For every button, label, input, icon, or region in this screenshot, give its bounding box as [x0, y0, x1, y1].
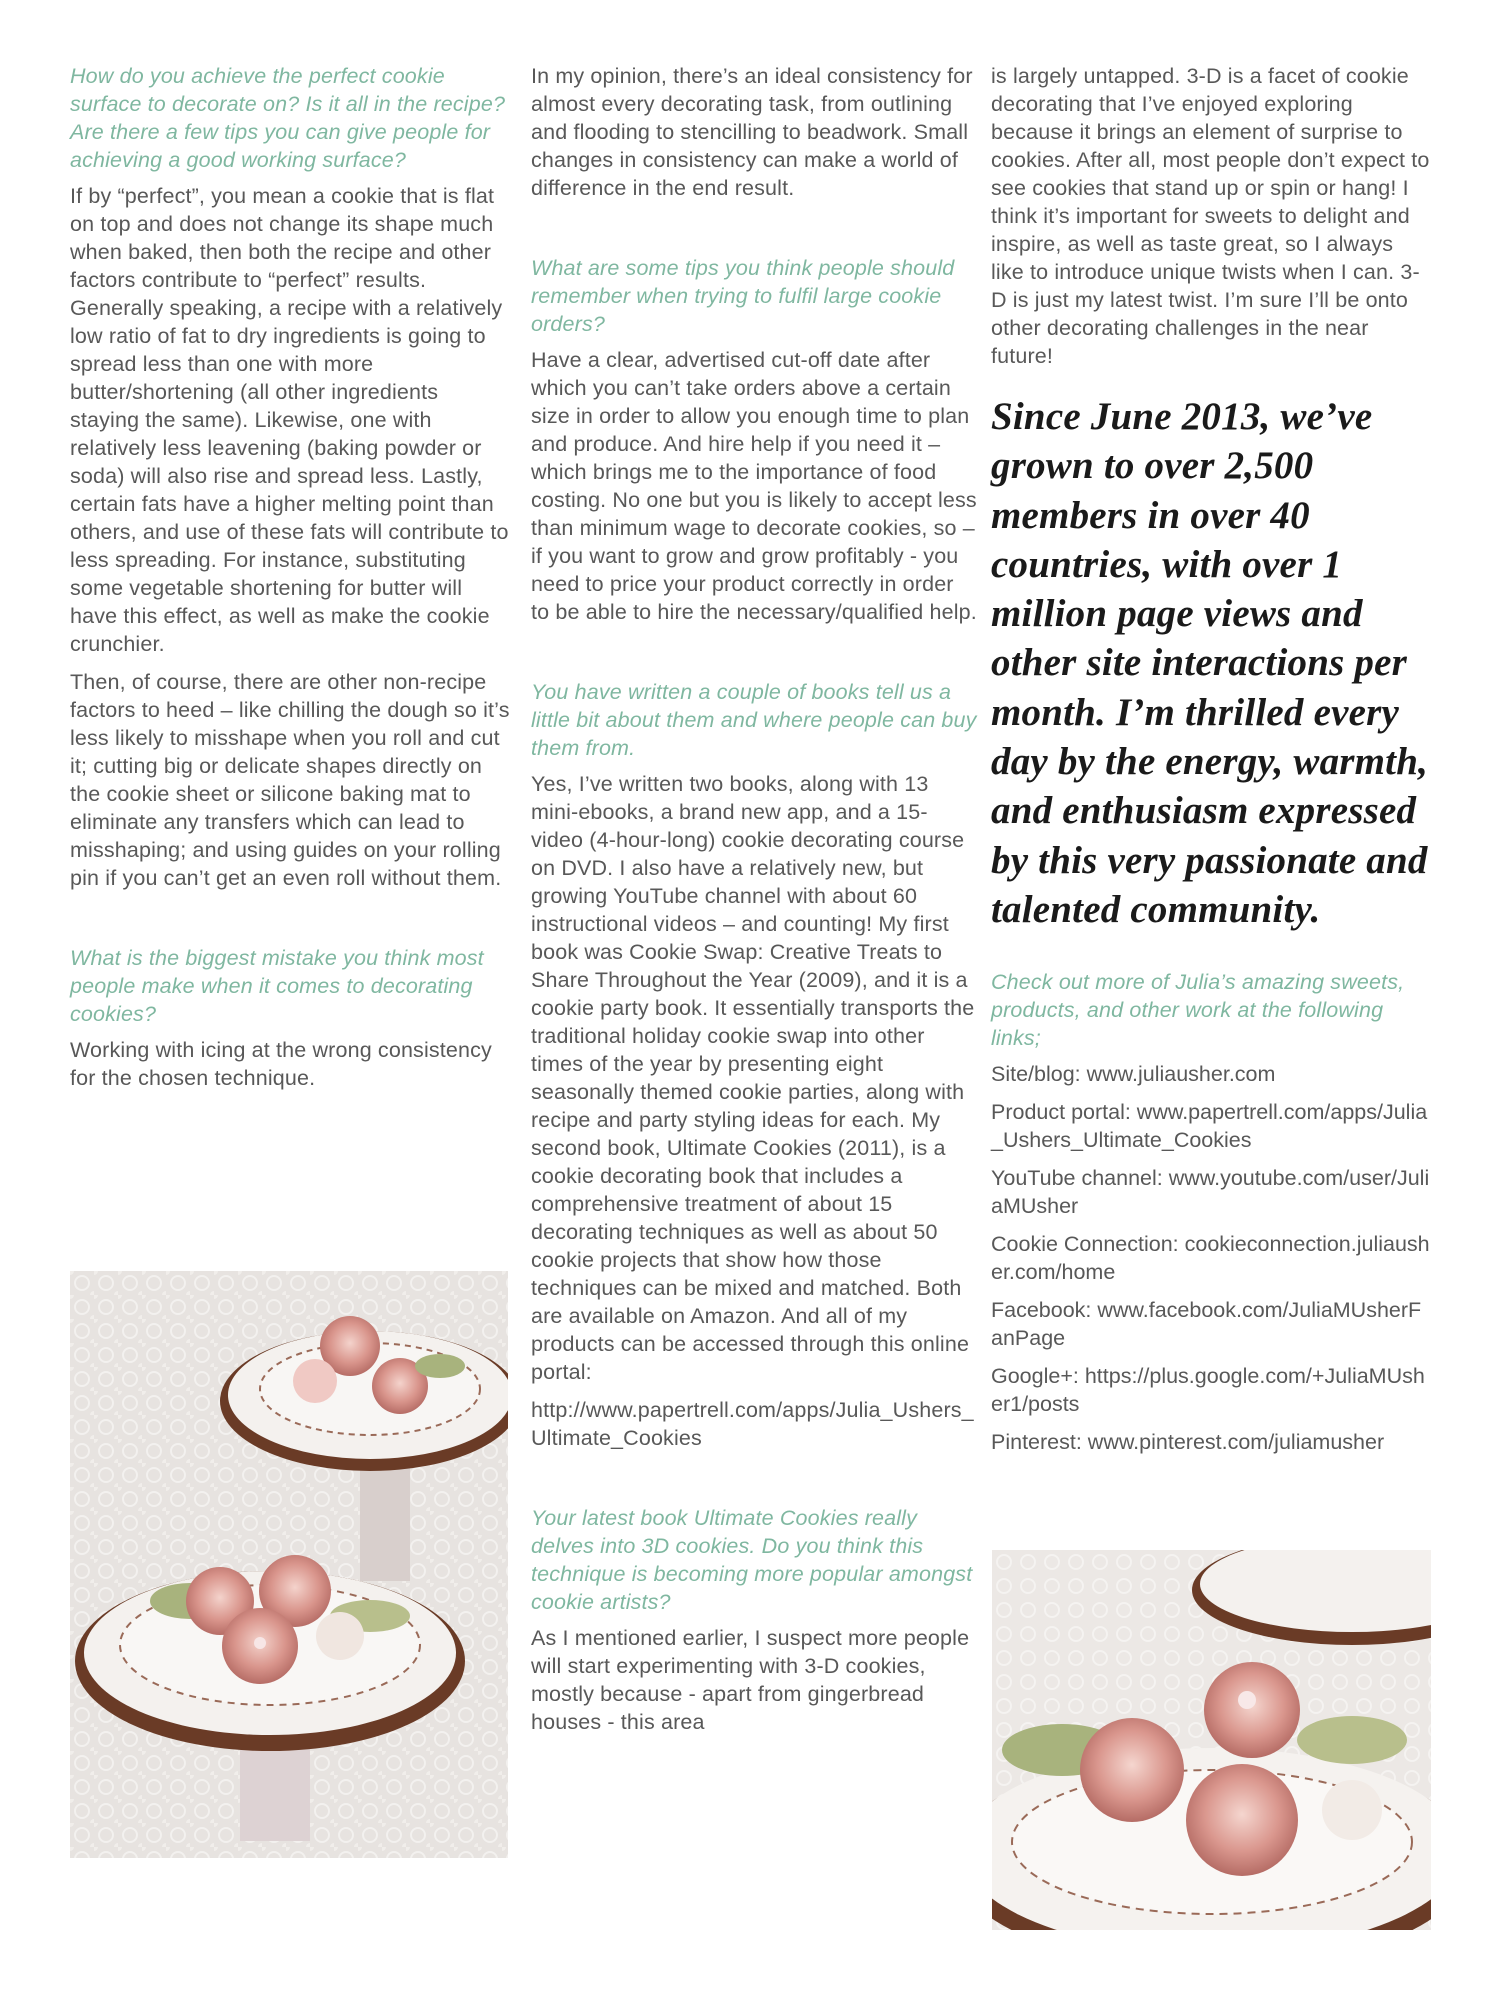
answer-biggest-mistake: Working with icing at the wrong consistency for the chosen technique. — [70, 1038, 492, 1090]
link-youtube[interactable]: YouTube channel: www.youtube.com/user/JuliaMUsher — [991, 1166, 1430, 1219]
question-large-orders: What are some tips you think people should remember when trying to fulfil large cookie orders? — [531, 256, 955, 336]
pull-quote: Since June 2013, we’ve grown to over 2,500 members in over 40 countries, with over 1 million page views and other site interactions per month. I’m thrilled every day by the energy, warmth, and enthusiasm expressed by this very passionate and talented community. — [991, 395, 1429, 931]
answer-surface-p2: Then, of course, there are other non-recipe factors to heed – like chilling the dough so it’s less likely to misshape when you roll and cut it; cutting big or delicate shapes directly on the cookie sheet or silicone baking mat to eliminate any transfers which can lead to misshaping; and using guides on your rolling pin if you can’t get an even roll without them. — [70, 670, 510, 890]
answer-books-p1: Yes, I’ve written two books, along with 13 mini-ebooks, a brand new app, and a 15-video (4-hour-long) cookie decorating course on DVD. I also have a relatively new, but growing YouTube channel with about 60 instructional videos – and counting! My first book was Cookie Swap: Creative Treats to Share Throughout the Year (2009), and it is a cookie party book. It essentially transports the traditional holiday cookie swap into other times of the year by presenting eight seasonally themed cookie parties, along with recipe and party styling ideas for each. My second book, Ultimate Cookies (2011), is a cookie decorating book that includes a comprehensive treatment of about 15 decorating techniques as well as about 50 cookie projects that show how those techniques can be mixed and matched. Both are available on Amazon. And all of my products can be accessed through this online portal: — [531, 772, 975, 1384]
answer-consistency-continued: In my opinion, there’s an ideal consistency for almost every decorating task, from outlining and flooding to stencilling to beadwork. Small changes in consistency can make a world of difference in the end result. — [531, 64, 973, 200]
question-surface: How do you achieve the perfect cookie surface to decorate on? Is it all in the recipe? Are there a few tips you can give people for achieving a good working surface? — [70, 64, 506, 172]
cookie-stands-illustration — [70, 1271, 508, 1858]
answer-surface-p1: If by “perfect”, you mean a cookie that is flat on top and does not change its shape much when baked, then both the recipe and other factors contribute to “perfect” results. Generally speaking, a recipe with a relatively low ratio of fat to dry ingredients is going to spread less than one with more butter/shortening (all other ingredients staying the same). Likewise, one with relatively less leavening (baking powder or soda) will also rise and spread less. Lastly, certain fats have a higher melting point than others, and use of these fats will contribute to less spreading. For instance, substituting some vegetable shortening for butter will have this effect, as well as make the cookie crunchier. — [70, 184, 509, 656]
link-facebook[interactable]: Facebook: www.facebook.com/JuliaMUsherFanPage — [991, 1298, 1422, 1351]
column-3 — [991, 62, 1431, 1466]
link-product-portal[interactable]: Product portal: www.papertrell.com/apps/Julia_Ushers_Ultimate_Cookies — [991, 1100, 1428, 1153]
link-site-blog[interactable]: Site/blog: www.juliausher.com — [991, 1062, 1276, 1087]
links-heading: Check out more of Julia’s amazing sweets, products, and other work at the following links; — [991, 970, 1405, 1051]
answer-3d-cookies-continued: is largely untapped. 3-D is a facet of cookie decorating that I’ve enjoyed exploring because it brings an element of surprise to cookies. After all, most people don’t expect to see cookies that stand up or spin or hang! I think it’s important for sweets to delight and inspire, as well as taste great, so I always like to introduce unique twists when I can. 3-D is just my latest twist. I’m sure I’ll be onto other decorating challenges in the near future! — [991, 64, 1430, 368]
link-pinterest[interactable]: Pinterest: www.pinterest.com/juliamusher — [991, 1430, 1385, 1455]
cookie-closeup-illustration — [992, 1550, 1431, 1930]
link-google-plus[interactable]: Google+: https://plus.google.com/+JuliaMUsher1/posts — [991, 1364, 1425, 1417]
answer-large-orders: Have a clear, advertised cut-off date after which you can’t take orders above a certain size in order to allow you enough time to plan and produce. And hire help if you need it – which brings me to the importance of food costing. No one but you is likely to accept less than minimum wage to decorate cookies, so – if you want to grow and grow profitably - you need to price your product correctly in order to be able to hire the necessary/qualified help. — [531, 348, 977, 624]
link-cookie-connection[interactable]: Cookie Connection: cookieconnection.juliausher.com/home — [991, 1232, 1430, 1285]
answer-books-portal-link[interactable]: http://www.papertrell.com/apps/Julia_Ushers_Ultimate_Cookies — [531, 1398, 974, 1450]
cookie-photo-closeup — [992, 1550, 1431, 1930]
question-3d-cookies: Your latest book Ultimate Cookies really delves into 3D cookies. Do you think this technique is becoming more popular amongst cookie artists? — [531, 1506, 973, 1614]
answer-3d-cookies: As I mentioned earlier, I suspect more people will start experimenting with 3-D cookies, mostly because - apart from gingerbread houses - this area — [531, 1626, 970, 1734]
column-2 — [531, 62, 977, 1746]
question-books: You have written a couple of books tell us a little bit about them and where people can buy them from. — [531, 680, 977, 760]
column-1 — [70, 62, 510, 1102]
cookie-photo-stands — [70, 1271, 508, 1858]
question-biggest-mistake: What is the biggest mistake you think most people make when it comes to decorating cookies? — [70, 946, 484, 1026]
